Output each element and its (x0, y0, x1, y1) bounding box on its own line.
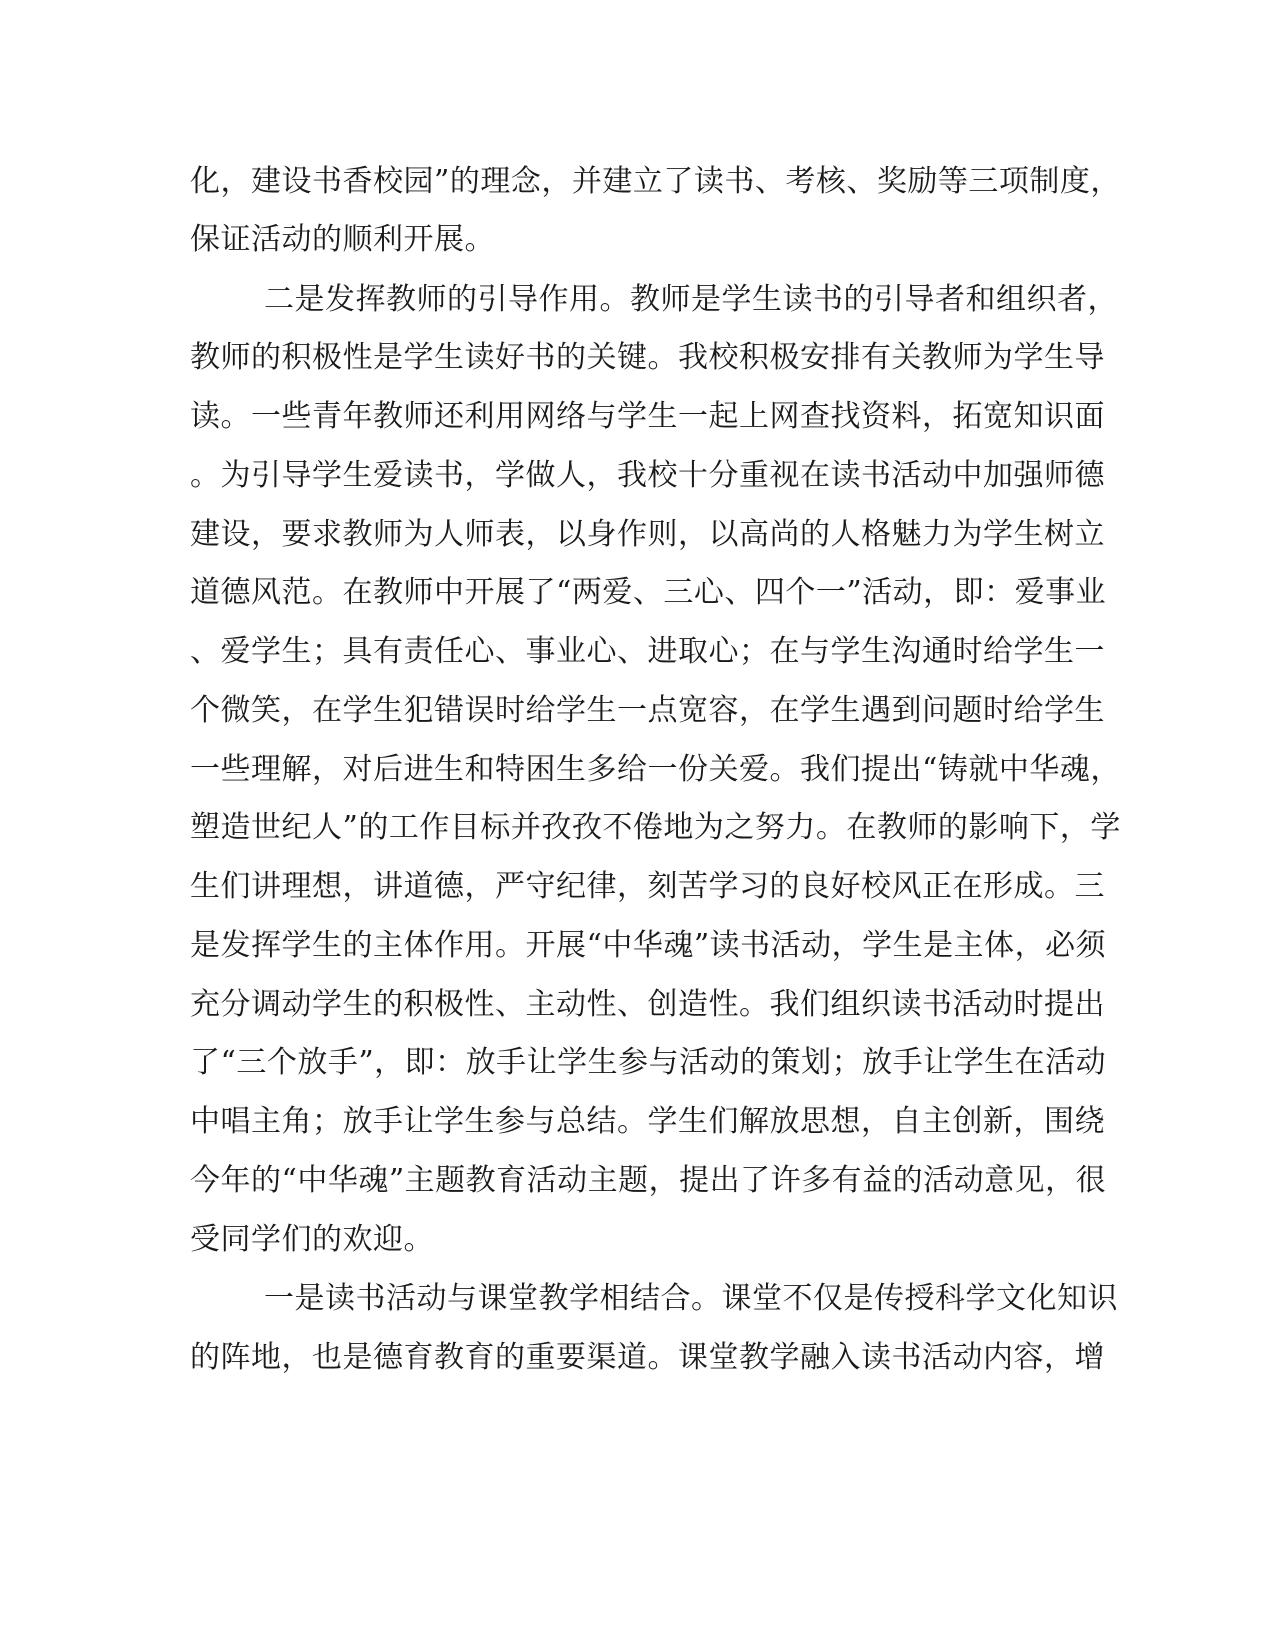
text-line: 道德风范。在教师中开展了“两爱、三心、四个一”活动，即：爱事业 (190, 575, 1107, 610)
text-line: 化，建设书香校园”的理念，并建立了读书、考核、奖励等三项制度， (190, 164, 1121, 199)
text-line: 是发挥学生的主体作用。开展“中华魂”读书活动，学生是主体，必须 (190, 928, 1107, 963)
text-line: 中唱主角；放手让学生参与总结。学生们解放思想，自主创新，围绕 (190, 1104, 1105, 1139)
text-line: 一些理解，对后进生和特困生多给一份关爱。我们提出“铸就中华魂， (190, 752, 1121, 787)
text-line: 读。一些青年教师还利用网络与学生一起上网查找资料，拓宽知识面 (190, 399, 1105, 434)
text-line: 保证活动的顺利开展。 (190, 222, 495, 257)
text-line: 受同学们的欢迎。 (190, 1222, 434, 1257)
text-line: 建设，要求教师为人师表，以身作则，以高尚的人格魅力为学生树立 (190, 517, 1105, 552)
text-line: 今年的“中华魂”主题教育活动主题，提出了许多有益的活动意见，很 (190, 1163, 1107, 1198)
text-line: 的阵地，也是德育教育的重要渠道。课堂教学融入读书活动内容，增 (190, 1340, 1105, 1375)
text-line: 个微笑，在学生犯错误时给学生一点宽容，在学生遇到问题时给学生 (190, 693, 1105, 728)
text-line: 教师的积极性是学生读好书的关键。我校积极安排有关教师为学生导 (190, 340, 1105, 375)
text-line: 生们讲理想，讲道德，严守纪律，刻苦学习的良好校风正在形成。三 (190, 869, 1105, 904)
paragraph-start-line: 二是发挥教师的引导作用。教师是学生读书的引导者和组织者， (264, 282, 1118, 317)
text-line: 。为引导学生爱读书，学做人，我校十分重视在读书活动中加强师德 (190, 458, 1105, 493)
text-line: 塑造世纪人”的工作目标并孜孜不倦地为之努力。在教师的影响下，学 (190, 810, 1121, 845)
text-line: 、爱学生；具有责任心、事业心、进取心；在与学生沟通时给学生一 (190, 634, 1105, 669)
paragraph-start-line: 一是读书活动与课堂教学相结合。课堂不仅是传授科学文化知识 (264, 1281, 1118, 1316)
text-line: 充分调动学生的积极性、主动性、创造性。我们组织读书活动时提出 (190, 987, 1105, 1022)
text-line: 了“三个放手”，即：放手让学生参与活动的策划；放手让学生在活动 (190, 1045, 1107, 1080)
